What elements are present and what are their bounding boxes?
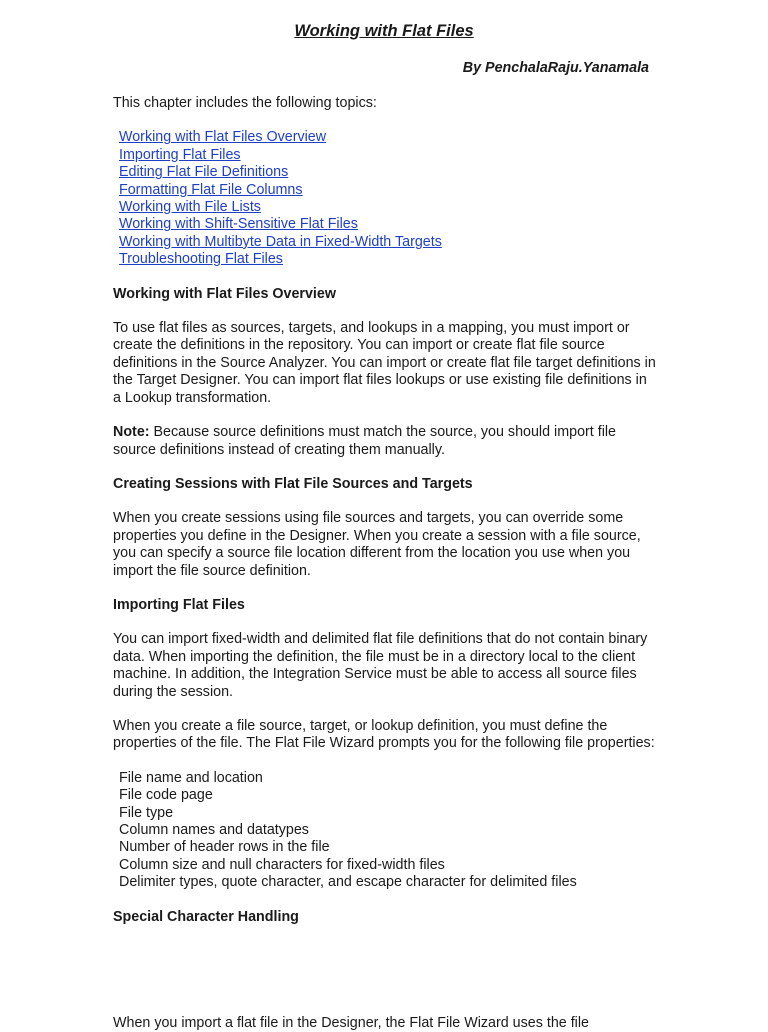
section-heading-special: Special Character Handling xyxy=(113,908,299,925)
importing-paragraph-2: When you create a file source, target, or lookup definition, you must define the properties of the file. The Flat File Wizard prompts you for the following file properties: xyxy=(113,717,655,752)
author-byline: By PenchalaRaju.Yanamala xyxy=(462,60,649,76)
toc-item xyxy=(119,182,658,199)
toc-link-importing[interactable]: Importing Flat Files xyxy=(119,146,241,163)
note-paragraph xyxy=(113,424,658,459)
list-item: Column size and null characters for fixed-width files xyxy=(119,856,445,873)
toc-link-file-lists[interactable]: Working with File Lists xyxy=(119,199,261,216)
list-item: Number of header rows in the file xyxy=(119,839,330,856)
toc-link-overview[interactable]: Working with Flat Files Overview xyxy=(119,129,327,146)
toc-item xyxy=(119,199,658,216)
importing-paragraph-1: You can import fixed-width and delimited flat file definitions that do not contain binary data. When importing the definition, the file must be in a directory local to the client machine. In addition, the Integration Service must be able to access all source files during the session. xyxy=(113,631,648,700)
note-label: Note: xyxy=(113,424,150,441)
list-item: Delimiter types, quote character, and escape character for delimited files xyxy=(119,874,577,891)
intro-text: This chapter includes the following topics: xyxy=(113,95,377,111)
toc-link-formatting[interactable]: Formatting Flat File Columns xyxy=(119,181,303,198)
sessions-paragraph: When you create sessions using file sources and targets, you can override some properties you define in the Designer. When you create a session with a file source, you can specify a source file location different from the location you use when you import the file source definition. xyxy=(113,510,641,579)
list-item: Column names and datatypes xyxy=(119,822,309,838)
toc-link-multibyte[interactable]: Working with Multibyte Data in Fixed-Width Targets xyxy=(119,233,442,250)
list-item: File type xyxy=(119,804,174,821)
note-text: Because source definitions must match the source, you should import file source definitions instead of creating them manually. xyxy=(113,424,617,458)
section-heading-importing: Importing Flat Files xyxy=(113,596,245,613)
toc-item xyxy=(119,251,658,268)
toc-link-editing[interactable]: Editing Flat File Definitions xyxy=(119,164,289,181)
document-title: Working with Flat Files xyxy=(294,22,474,40)
toc-item xyxy=(119,129,658,146)
toc-link-troubleshooting[interactable]: Troubleshooting Flat Files xyxy=(119,251,283,268)
table-of-contents xyxy=(113,129,658,268)
cut-off-paragraph: When you import a flat file in the Designer, the Flat File Wizard uses the file xyxy=(113,1015,589,1031)
document-body xyxy=(113,95,658,943)
toc-item xyxy=(119,234,658,251)
file-properties-list xyxy=(113,770,658,892)
toc-item xyxy=(119,216,658,233)
toc-item xyxy=(119,147,658,164)
toc-link-shift-sensitive[interactable]: Working with Shift-Sensitive Flat Files xyxy=(119,216,358,233)
section-heading-sessions: Creating Sessions with Flat File Sources and Targets xyxy=(113,475,473,492)
toc-item xyxy=(119,164,658,181)
overview-paragraph: To use flat files as sources, targets, and lookups in a mapping, you must import or create the definitions in the repository. You can import or create flat file source definitions in the Source Analyzer. You can import or create flat file target definitions in the Target Designer. You can import flat files lookups or use existing file definitions in a Lookup transformation. xyxy=(113,320,656,406)
list-item: File code page xyxy=(119,787,213,804)
list-item: File name and location xyxy=(119,769,263,786)
section-heading-overview: Working with Flat Files Overview xyxy=(113,285,336,302)
